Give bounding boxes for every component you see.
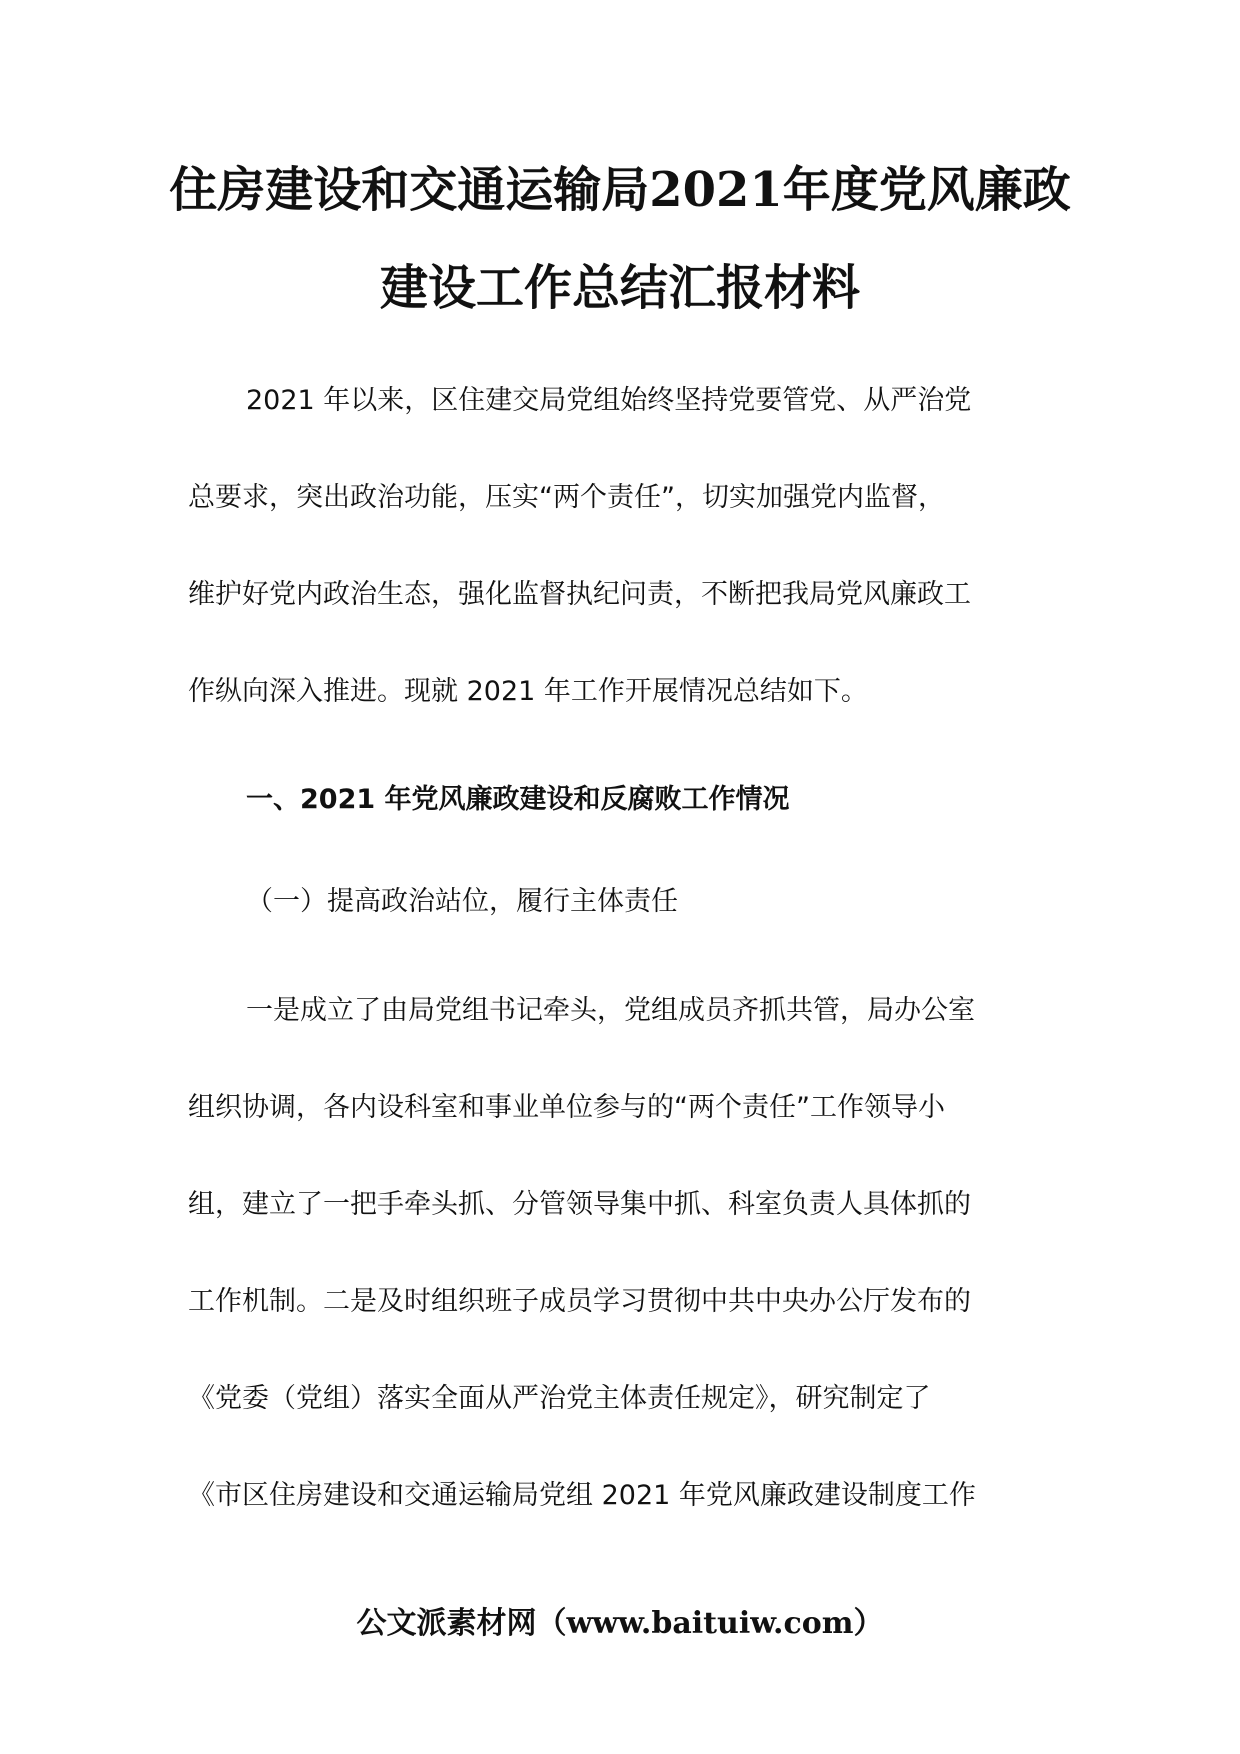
body-line: 2021 年以来，区住建交局党组始终坚持党要管党、从严治党 <box>246 385 972 416</box>
body-line: 《党委（党组）落实全面从严治党主体责任规定》，研究制定了 <box>188 1383 931 1414</box>
body-line: 工作机制。二是及时组织班子成员学习贯彻中共中央办公厅发布的 <box>188 1286 971 1317</box>
body-line: 一是成立了由局党组书记牵头，党组成员齐抓共管，局办公室 <box>246 995 975 1026</box>
footer-watermark: 公文派素材网（www.baituiw.com） <box>356 1606 884 1641</box>
body-line: 作纵向深入推进。现就 2021 年工作开展情况总结如下。 <box>188 676 868 707</box>
document-title-line-1: 住房建设和交通运输局2021年度党风廉政 <box>169 162 1071 218</box>
section-heading: 一、2021 年党风廉政建设和反腐败工作情况 <box>246 784 790 815</box>
body-line: 《市区住房建设和交通运输局党组 2021 年党风廉政建设制度工作 <box>188 1480 976 1511</box>
body-line: 组，建立了一把手牵头抓、分管领导集中抓、科室负责人具体抓的 <box>188 1189 971 1220</box>
body-line: 总要求，突出政治功能，压实“两个责任”，切实加强党内监督， <box>188 482 945 513</box>
body-line: 组织协调，各内设科室和事业单位参与的“两个责任”工作领导小 <box>188 1092 945 1123</box>
body-line: 维护好党内政治生态，强化监督执纪问责，不断把我局党风廉政工 <box>188 579 971 610</box>
document-title-line-2: 建设工作总结汇报材料 <box>379 260 860 316</box>
subsection-heading: （一）提高政治站位，履行主体责任 <box>246 886 678 917</box>
